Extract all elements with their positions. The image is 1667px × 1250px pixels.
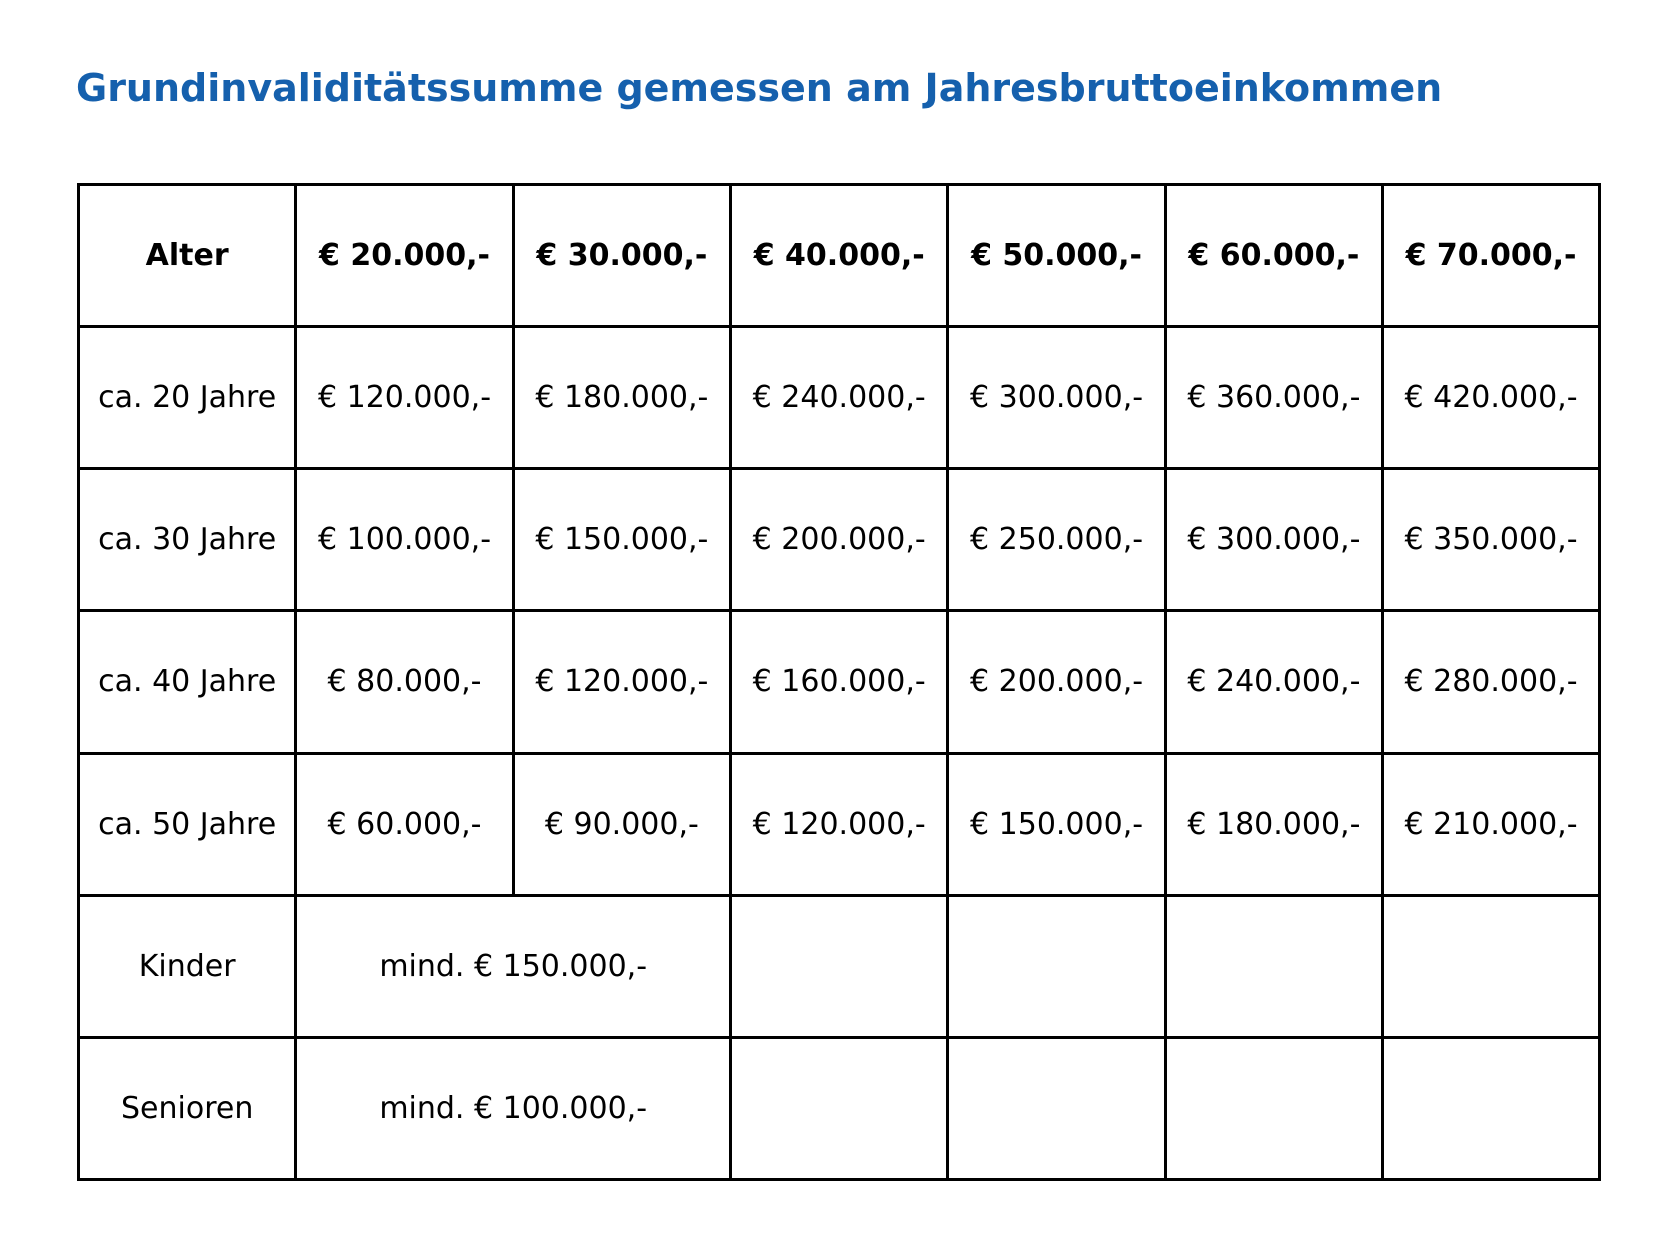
value-cell: € 100.000,-	[296, 469, 513, 611]
value-cell: € 60.000,-	[296, 753, 513, 895]
minimum-value-cell: mind. € 100.000,-	[296, 1037, 731, 1179]
age-cell: ca. 30 Jahre	[79, 469, 296, 611]
header-age: Alter	[79, 185, 296, 327]
age-cell: Kinder	[79, 895, 296, 1037]
value-cell: € 200.000,-	[731, 469, 948, 611]
age-cell: Senioren	[79, 1037, 296, 1179]
header-income-40000: € 40.000,-	[731, 185, 948, 327]
value-cell: € 80.000,-	[296, 611, 513, 753]
value-cell: € 120.000,-	[731, 753, 948, 895]
table-row-kinder	[79, 895, 1600, 1037]
minimum-value-cell: mind. € 150.000,-	[296, 895, 731, 1037]
value-cell: € 240.000,-	[731, 327, 948, 469]
empty-cell	[731, 895, 948, 1037]
table-row	[79, 753, 1600, 895]
empty-cell	[1383, 1037, 1600, 1179]
table-row-senioren	[79, 1037, 1600, 1179]
empty-cell	[731, 1037, 948, 1179]
age-cell: ca. 50 Jahre	[79, 753, 296, 895]
value-cell: € 160.000,-	[731, 611, 948, 753]
table-row	[79, 469, 1600, 611]
table-row	[79, 327, 1600, 469]
value-cell: € 250.000,-	[948, 469, 1165, 611]
value-cell: € 240.000,-	[1165, 611, 1382, 753]
value-cell: € 180.000,-	[1165, 753, 1382, 895]
value-cell: € 180.000,-	[513, 327, 730, 469]
value-cell: € 280.000,-	[1383, 611, 1600, 753]
header-income-70000: € 70.000,-	[1383, 185, 1600, 327]
header-income-30000: € 30.000,-	[513, 185, 730, 327]
value-cell: € 120.000,-	[513, 611, 730, 753]
age-cell: ca. 40 Jahre	[79, 611, 296, 753]
value-cell: € 210.000,-	[1383, 753, 1600, 895]
value-cell: € 200.000,-	[948, 611, 1165, 753]
header-income-50000: € 50.000,-	[948, 185, 1165, 327]
header-income-20000: € 20.000,-	[296, 185, 513, 327]
header-income-60000: € 60.000,-	[1165, 185, 1382, 327]
value-cell: € 150.000,-	[513, 469, 730, 611]
value-cell: € 300.000,-	[948, 327, 1165, 469]
header-row	[79, 185, 1600, 327]
value-cell: € 150.000,-	[948, 753, 1165, 895]
value-cell: € 420.000,-	[1383, 327, 1600, 469]
empty-cell	[948, 895, 1165, 1037]
income-table	[77, 183, 1601, 1181]
value-cell: € 360.000,-	[1165, 327, 1382, 469]
value-cell: € 120.000,-	[296, 327, 513, 469]
value-cell: € 90.000,-	[513, 753, 730, 895]
age-cell: ca. 20 Jahre	[79, 327, 296, 469]
value-cell: € 300.000,-	[1165, 469, 1382, 611]
table-row	[79, 611, 1600, 753]
empty-cell	[1383, 895, 1600, 1037]
value-cell: € 350.000,-	[1383, 469, 1600, 611]
empty-cell	[948, 1037, 1165, 1179]
empty-cell	[1165, 895, 1382, 1037]
page-title: Grundinvaliditätssumme gemessen am Jahresbruttoeinkommen	[76, 66, 1443, 110]
empty-cell	[1165, 1037, 1382, 1179]
